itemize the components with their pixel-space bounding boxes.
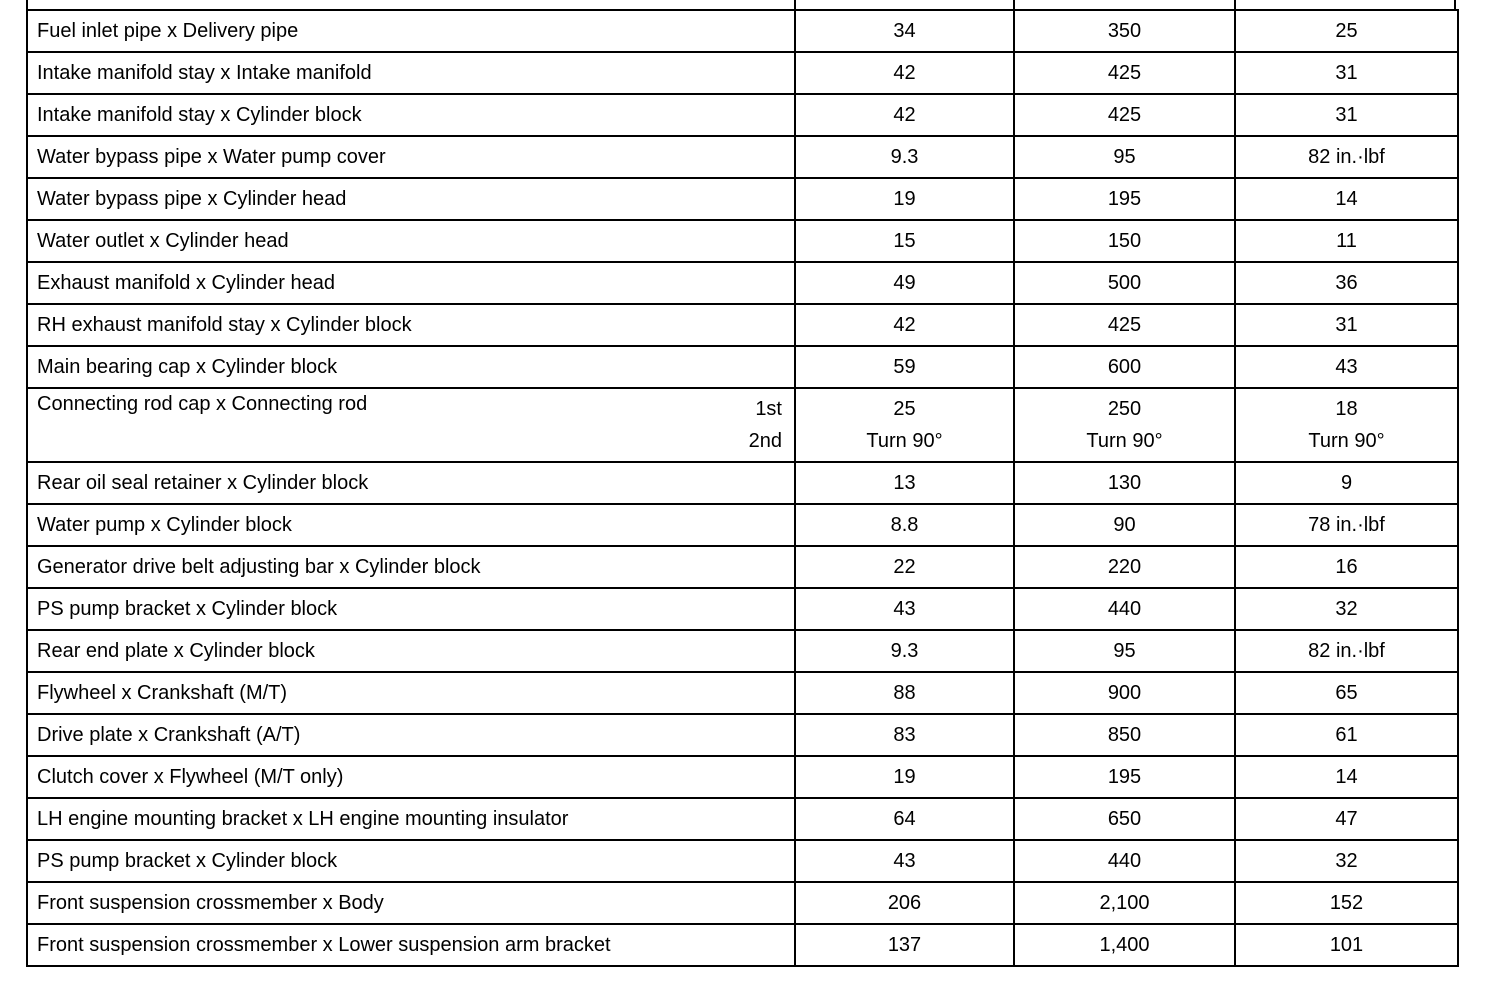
- part-cell: Intake manifold stay x Cylinder block: [27, 94, 795, 136]
- part-cell: PS pump bracket x Cylinder block: [27, 588, 795, 630]
- torque-kgfcm-cell: 150: [1014, 220, 1235, 262]
- torque-nm-cell: 13: [795, 462, 1014, 504]
- part-cell: Clutch cover x Flywheel (M/T only): [27, 756, 795, 798]
- torque-nm-cell: 59: [795, 346, 1014, 388]
- table-row: [27, 94, 1458, 136]
- torque-nm-cell: 206: [795, 882, 1014, 924]
- stage-label: 2nd: [748, 430, 782, 452]
- torque-nm-cell: 64: [795, 798, 1014, 840]
- torque-nm-cell: 137: [795, 924, 1014, 966]
- torque-ftlbf-cell: 32: [1235, 840, 1458, 882]
- part-with-stages: [37, 393, 794, 457]
- torque-value: 25: [893, 398, 916, 420]
- torque-nm-cell: 19: [795, 178, 1014, 220]
- torque-spec-table: [26, 9, 1459, 967]
- torque-value: Turn 90°: [866, 430, 943, 452]
- torque-nm-cell: 42: [795, 94, 1014, 136]
- torque-nm-cell: 22: [795, 546, 1014, 588]
- part-cell: RH exhaust manifold stay x Cylinder block: [27, 304, 795, 346]
- part-cell: Water bypass pipe x Water pump cover: [27, 136, 795, 178]
- torque-nm-cell: 88: [795, 672, 1014, 714]
- torque-kgfcm-cell: 425: [1014, 304, 1235, 346]
- table-row: [27, 756, 1458, 798]
- part-cell: Water pump x Cylinder block: [27, 504, 795, 546]
- table-row: [27, 220, 1458, 262]
- table-row: [27, 672, 1458, 714]
- part-cell: Exhaust manifold x Cylinder head: [27, 262, 795, 304]
- torque-ftlbf-cell: 25: [1235, 10, 1458, 52]
- table-row: [27, 588, 1458, 630]
- table-row: [27, 882, 1458, 924]
- torque-nm-cell: 15: [795, 220, 1014, 262]
- torque-kgfcm-cell: 95: [1014, 136, 1235, 178]
- torque-kgfcm-cell: 600: [1014, 346, 1235, 388]
- torque-ftlbf-cell: 65: [1235, 672, 1458, 714]
- torque-ftlbf-cell: 78 in.·lbf: [1235, 504, 1458, 546]
- torque-ftlbf-cell: 31: [1235, 52, 1458, 94]
- table-row: [27, 178, 1458, 220]
- torque-kgfcm-stages: [1015, 393, 1234, 457]
- torque-ftlbf-stages: [1236, 393, 1457, 457]
- part-cell: Rear end plate x Cylinder block: [27, 630, 795, 672]
- torque-kgfcm-cell: 95: [1014, 630, 1235, 672]
- table-row: [27, 924, 1458, 966]
- torque-value: Turn 90°: [1086, 430, 1163, 452]
- part-cell: Rear oil seal retainer x Cylinder block: [27, 462, 795, 504]
- torque-kgfcm-cell: 500: [1014, 262, 1235, 304]
- tightening-stages: [749, 393, 782, 457]
- table-row: [27, 304, 1458, 346]
- torque-kgfcm-cell: 850: [1014, 714, 1235, 756]
- torque-ftlbf-cell: 82 in.·lbf: [1235, 136, 1458, 178]
- table-body: [27, 10, 1458, 966]
- torque-kgfcm-cell: 440: [1014, 840, 1235, 882]
- torque-nm-cell: 43: [795, 588, 1014, 630]
- torque-kgfcm-cell: 425: [1014, 94, 1235, 136]
- part-cell: [27, 388, 795, 462]
- torque-kgfcm-cell: 1,400: [1014, 924, 1235, 966]
- table-row: [27, 504, 1458, 546]
- table-row: [27, 52, 1458, 94]
- part-cell: LH engine mounting bracket x LH engine mounting insulator: [27, 798, 795, 840]
- part-cell: Flywheel x Crankshaft (M/T): [27, 672, 795, 714]
- torque-nm-cell: 34: [795, 10, 1014, 52]
- torque-ftlbf-cell: [1235, 388, 1458, 462]
- table-row: [27, 546, 1458, 588]
- torque-kgfcm-cell: 440: [1014, 588, 1235, 630]
- torque-ftlbf-cell: 61: [1235, 714, 1458, 756]
- table-row: [27, 262, 1458, 304]
- torque-value: 18: [1335, 398, 1358, 420]
- torque-kgfcm-cell: 195: [1014, 178, 1235, 220]
- torque-ftlbf-cell: 47: [1235, 798, 1458, 840]
- torque-ftlbf-cell: 152: [1235, 882, 1458, 924]
- table-row: [27, 136, 1458, 178]
- table-row: [27, 346, 1458, 388]
- table-row: [27, 714, 1458, 756]
- torque-kgfcm-cell: 650: [1014, 798, 1235, 840]
- torque-nm-cell: 42: [795, 52, 1014, 94]
- torque-nm-cell: 9.3: [795, 630, 1014, 672]
- part-cell: Drive plate x Crankshaft (A/T): [27, 714, 795, 756]
- torque-kgfcm-cell: 350: [1014, 10, 1235, 52]
- torque-kgfcm-cell: 90: [1014, 504, 1235, 546]
- torque-ftlbf-cell: 16: [1235, 546, 1458, 588]
- torque-value: 250: [1107, 398, 1142, 420]
- torque-kgfcm-cell: 425: [1014, 52, 1235, 94]
- torque-kgfcm-cell: 130: [1014, 462, 1235, 504]
- table-row: [27, 630, 1458, 672]
- table-row: [27, 840, 1458, 882]
- torque-kgfcm-cell: 195: [1014, 756, 1235, 798]
- part-name: Connecting rod cap x Connecting rod: [37, 393, 368, 415]
- torque-kgfcm-cell: [1014, 388, 1235, 462]
- table-row: [27, 388, 1458, 462]
- torque-nm-stages: [796, 393, 1013, 457]
- torque-nm-cell: 42: [795, 304, 1014, 346]
- part-cell: Water outlet x Cylinder head: [27, 220, 795, 262]
- torque-ftlbf-cell: 31: [1235, 304, 1458, 346]
- torque-ftlbf-cell: 101: [1235, 924, 1458, 966]
- stage-label: 1st: [755, 398, 782, 420]
- torque-ftlbf-cell: 43: [1235, 346, 1458, 388]
- part-cell: PS pump bracket x Cylinder block: [27, 840, 795, 882]
- part-cell: Water bypass pipe x Cylinder head: [27, 178, 795, 220]
- part-cell: Fuel inlet pipe x Delivery pipe: [27, 10, 795, 52]
- table-row: [27, 798, 1458, 840]
- torque-nm-cell: 83: [795, 714, 1014, 756]
- torque-nm-cell: 49: [795, 262, 1014, 304]
- table-row: [27, 462, 1458, 504]
- torque-nm-cell: 9.3: [795, 136, 1014, 178]
- part-cell: Front suspension crossmember x Body: [27, 882, 795, 924]
- table-row: [27, 10, 1458, 52]
- torque-nm-cell: 43: [795, 840, 1014, 882]
- torque-nm-cell: [795, 388, 1014, 462]
- torque-ftlbf-cell: 14: [1235, 178, 1458, 220]
- torque-kgfcm-cell: 220: [1014, 546, 1235, 588]
- torque-ftlbf-cell: 32: [1235, 588, 1458, 630]
- torque-nm-cell: 8.8: [795, 504, 1014, 546]
- torque-ftlbf-cell: 9: [1235, 462, 1458, 504]
- torque-ftlbf-cell: 14: [1235, 756, 1458, 798]
- part-cell: Main bearing cap x Cylinder block: [27, 346, 795, 388]
- torque-value: Turn 90°: [1308, 430, 1385, 452]
- torque-ftlbf-cell: 36: [1235, 262, 1458, 304]
- torque-ftlbf-cell: 11: [1235, 220, 1458, 262]
- torque-nm-cell: 19: [795, 756, 1014, 798]
- torque-ftlbf-cell: 31: [1235, 94, 1458, 136]
- torque-kgfcm-cell: 2,100: [1014, 882, 1235, 924]
- part-cell: Generator drive belt adjusting bar x Cylinder block: [27, 546, 795, 588]
- part-cell: Front suspension crossmember x Lower suspension arm bracket: [27, 924, 795, 966]
- part-cell: Intake manifold stay x Intake manifold: [27, 52, 795, 94]
- torque-kgfcm-cell: 900: [1014, 672, 1235, 714]
- torque-ftlbf-cell: 82 in.·lbf: [1235, 630, 1458, 672]
